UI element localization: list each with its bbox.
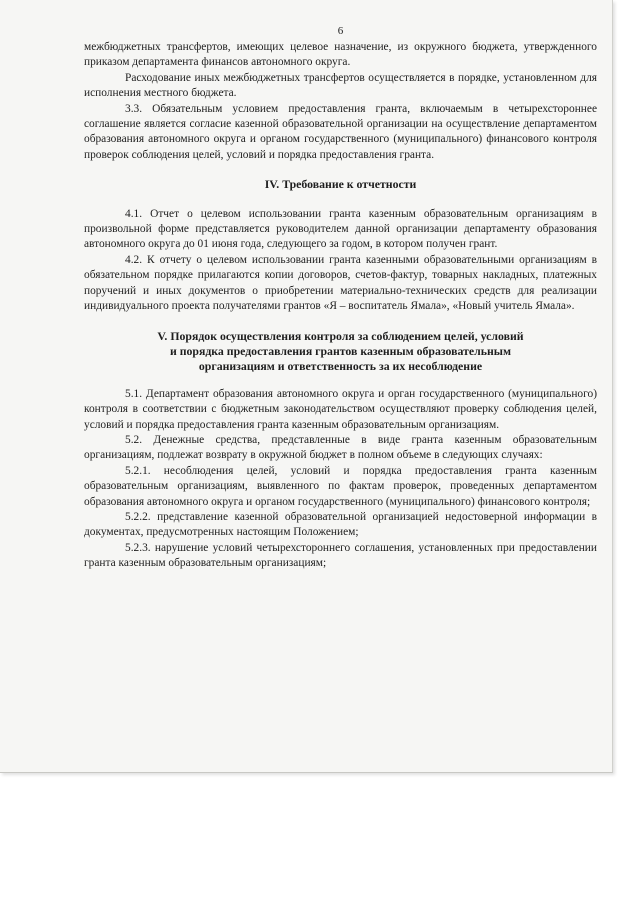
section-v-heading-line: V. Порядок осуществления контроля за соблюдением целей, условий bbox=[157, 328, 524, 343]
paragraph-transfers-continued: межбюджетных трансфертов, имеющих целевое назначение, из окружного бюджета, утвержденного приказом департамента финансов автономного округа. bbox=[84, 41, 597, 69]
paragraph-5-2-2: 5.2.2. представление казенной образовательной организацией недостоверной информации в документах, предусмотренных настоящим Положением; bbox=[84, 510, 597, 539]
page-content bbox=[84, 24, 597, 572]
paragraph-5-2: 5.2. Денежные средства, представленные в виде гранта казенным образовательным организациям, подлежат возврату в окружной бюджет в полном объеме в следующих случаях: bbox=[84, 433, 597, 462]
paragraph-5-1: 5.1. Департамент образования автономного округа и орган государственного (муниципального) контроля в соответствии с бюджетным законодательством осуществляют проверку соблюдения целей, условий и порядка предоставления гранта казенным образовательным организациям. bbox=[84, 387, 597, 431]
section-v-heading bbox=[84, 329, 597, 375]
section-v-heading-line: организациям и ответственность за их несоблюдение bbox=[198, 359, 483, 374]
page-number: 6 bbox=[337, 25, 344, 37]
paragraph-5-2-3: 5.2.3. нарушение условий четырехстороннего соглашения, установленных при предоставлении гранта казенным образовательным организациям; bbox=[84, 541, 597, 570]
paragraph-4-2: 4.2. К отчету о целевом использовании гранта казенными образовательными организациям в обязательном порядке прилагаются копии договоров, счетов-фактур, товарных накладных, платежных поручений и иных документов о приобретении материально-технических средств для реализации индивидуального проекта получателями грантов «Я – воспитатель Ямала», «Новый учитель Ямала». bbox=[84, 253, 597, 313]
section-v-heading-line: и порядка предоставления грантов казенным образовательным bbox=[169, 343, 512, 358]
paragraph-3-3: 3.3. Обязательным условием предоставления гранта, включаемым в четырехстороннее соглашение является согласие казенной образовательной организации на осуществление департаментом образования автономного округа и органом государственного (муниципального) финансового контроля проверок соблюдения целей, условий и порядка предоставления гранта. bbox=[84, 102, 597, 161]
paragraph-spending: Расходование иных межбюджетных трансфертов осуществляется в порядке, установленном для исполнения местного бюджета. bbox=[84, 71, 597, 100]
paragraph-4-1: 4.1. Отчет о целевом использовании гранта казенным образовательным организациям в произвольной форме представляется руководителем данной организации департаменту образования автономного округа до 01 июня года, следующего за годом, в котором получен грант. bbox=[84, 207, 597, 251]
paragraph-5-2-1: 5.2.1. несоблюдения целей, условий и порядка предоставления гранта казенным образовательным организациям, выявленного по фактам проверок, проведенных департаментом образования автономного округа и органом государственного (муниципального) финансового контроля; bbox=[84, 464, 597, 508]
section-iv-heading: IV. Требование к отчетности bbox=[264, 177, 417, 192]
